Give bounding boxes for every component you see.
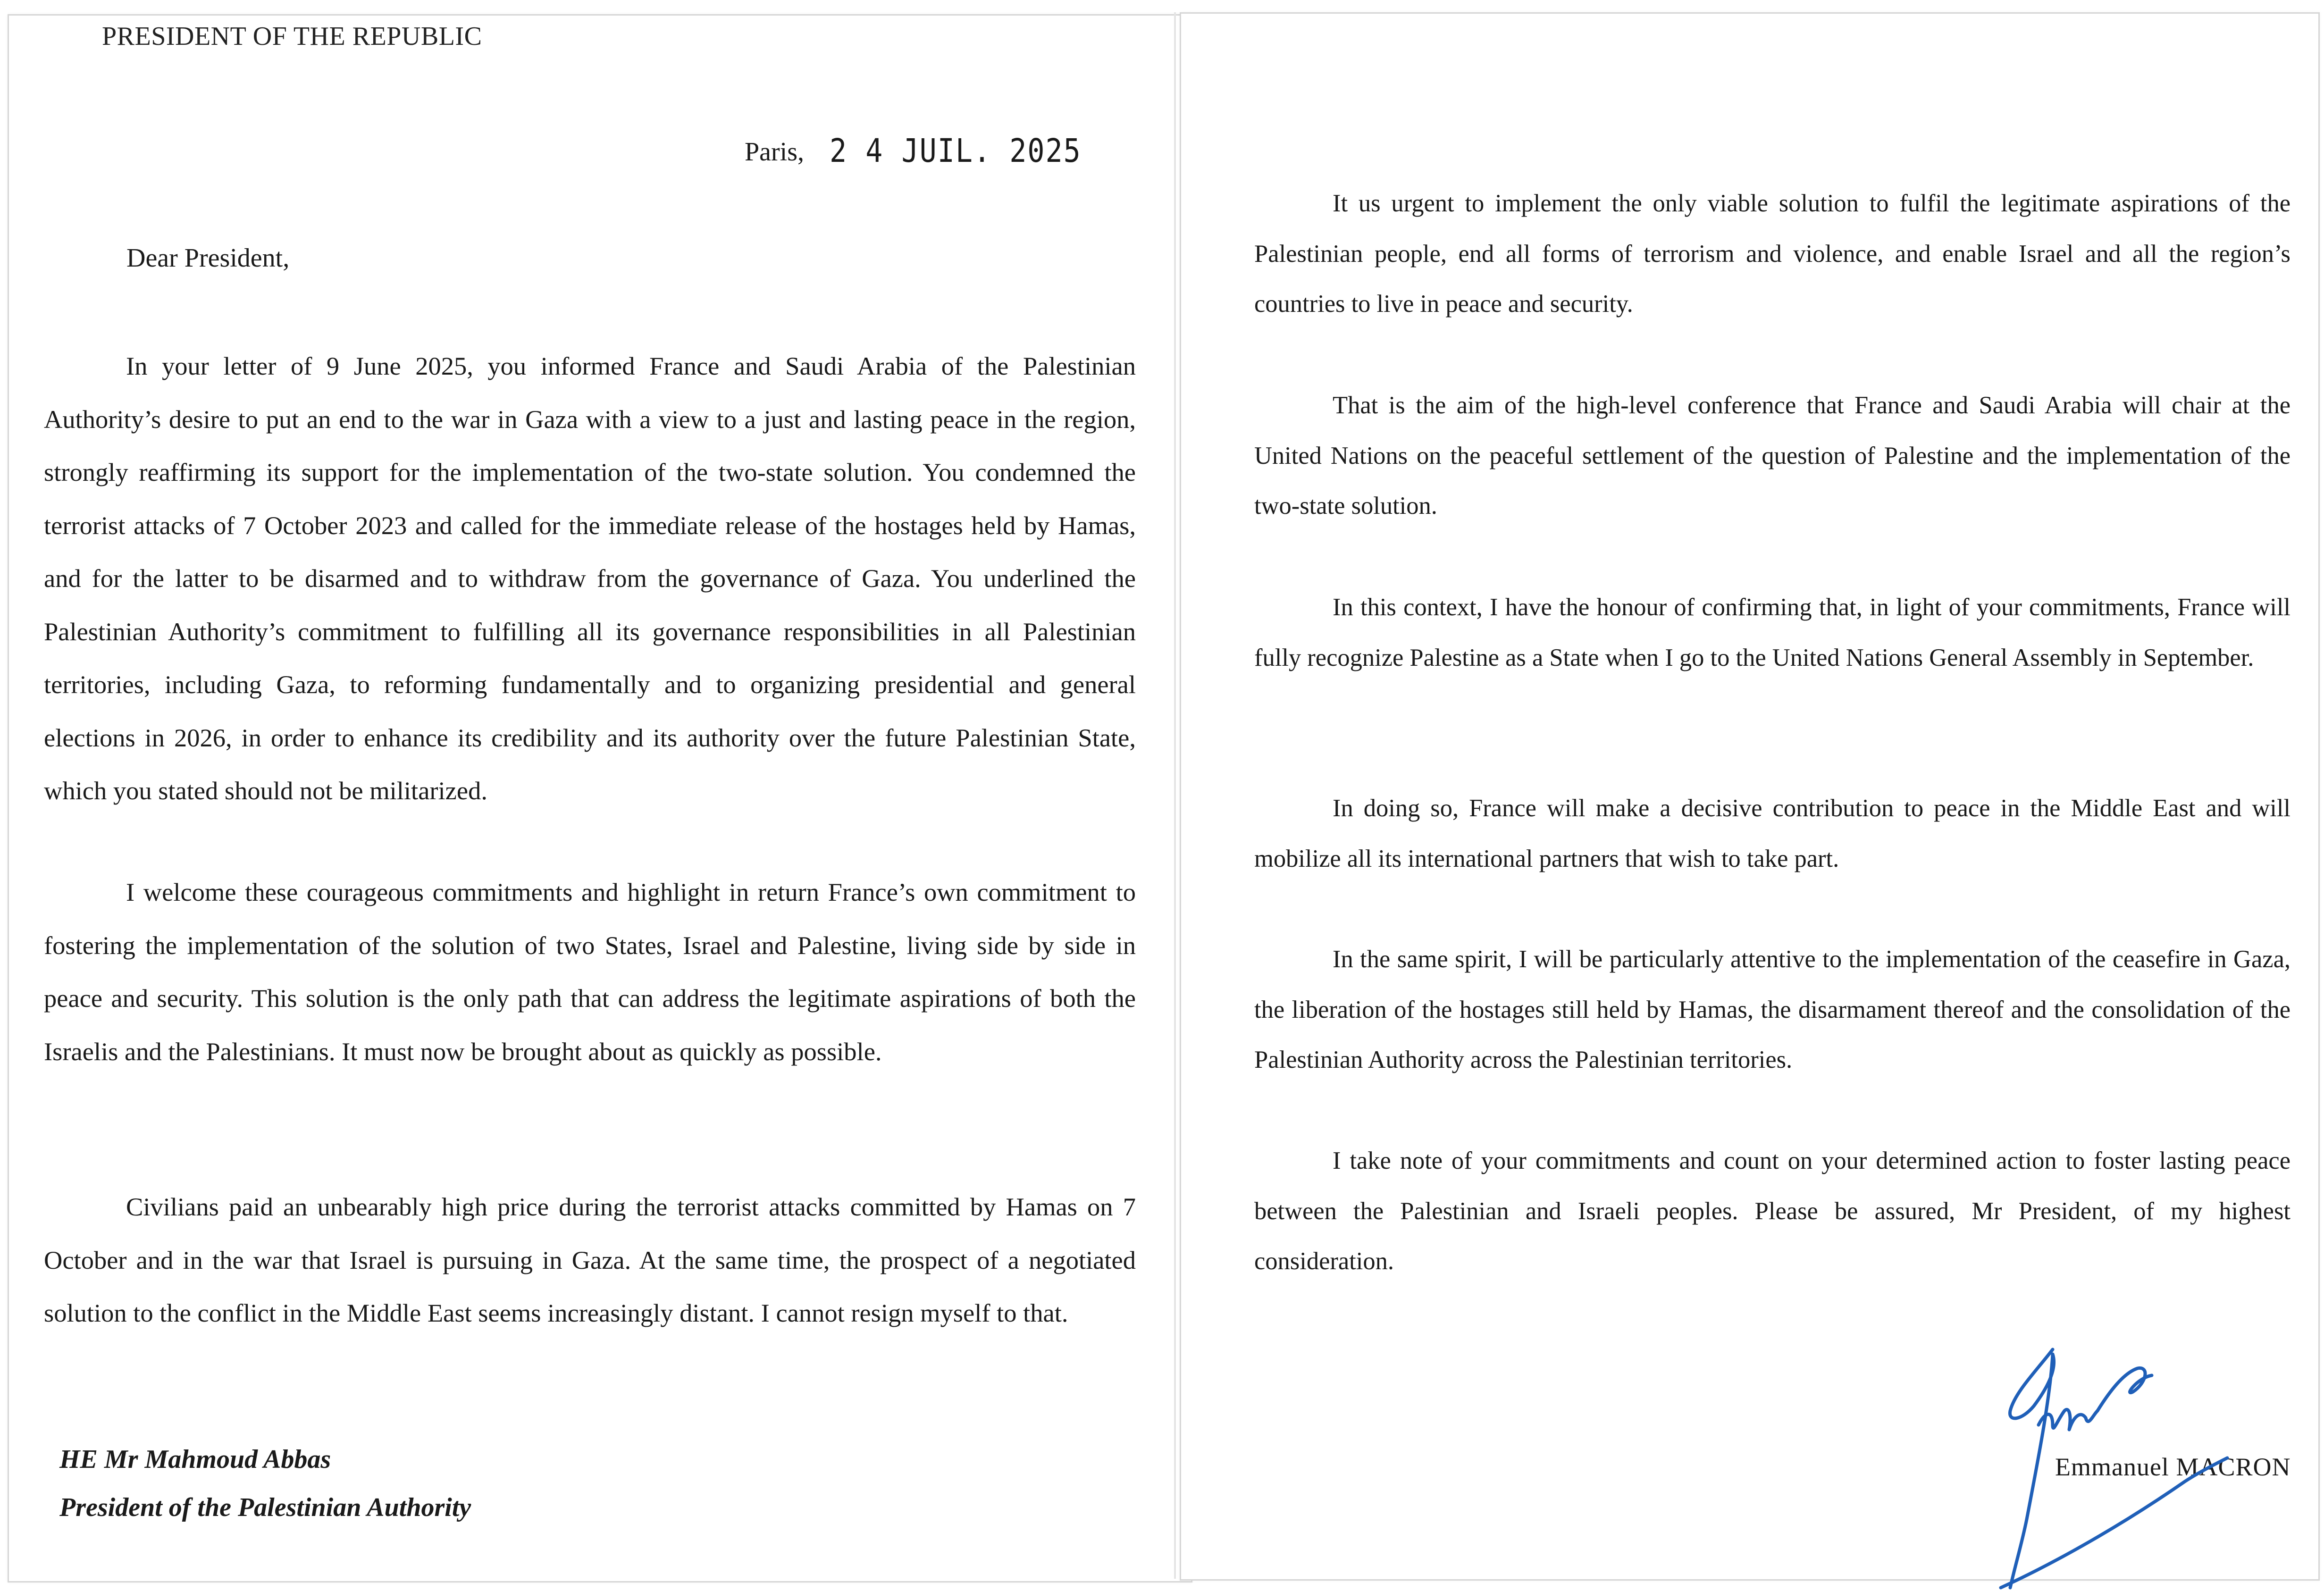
right-paragraph-5: In the same spirit, I will be particularly attentive to the implementation of the ceasefire in Gaza, the liberation of the hostages still held by Hamas, the disarmament thereof and the consolidation of the Palestinian Authority across the Palestinian territories. (1254, 946, 2290, 1073)
addressee-name: HE Mr Mahmoud Abbas (59, 1445, 331, 1474)
right-paragraph-4: In doing so, France will make a decisive contribution to peace in the Middle East and will mobilize all its international partners that wish to take part. (1254, 795, 2290, 872)
date-place: Paris, (745, 137, 804, 167)
right-paragraph-6: I take note of your commitments and count on your determined action to foster lasting peace between the Palestinian and Israeli peoples. Please be assured, Mr President, of my highest consideration. (1254, 1147, 2290, 1275)
letterhead: PRESIDENT OF THE REPUBLIC (102, 22, 482, 51)
signer-name: Emmanuel MACRON (2055, 1453, 2291, 1481)
salutation: Dear President, (126, 243, 290, 273)
dateline (745, 132, 1082, 170)
handwritten-signature (1982, 1340, 2322, 1591)
left-paragraph-1: In your letter of 9 June 2025, you informed France and Saudi Arabia of the Palestinian Authority’s desire to put an end to the war in Gaza with a view to a just and lasting peace in the region, strongly reaffirming its support for the implementation of the two-state solution. You condemned the terrorist attacks of 7 October 2023 and called for the immediate release of the hostages held by Hamas, and for the latter to be disarmed and to withdraw from the governance of Gaza. You underlined the Palestinian Authority’s commitment to fulfilling all its governance responsibilities in all Palestinian territories, including Gaza, to reforming fundamentally and to organizing presidential and general elections in 2026, in order to enhance its credibility and its authority over the future Palestinian State, which you stated should not be militarized. (44, 352, 1136, 805)
right-paragraph-3: In this context, I have the honour of confirming that, in light of your commitments, France will fully recognize Palestine as a State when I go to the United Nations General Assembly in September. (1254, 594, 2290, 671)
right-paragraph-2: That is the aim of the high-level conference that France and Saudi Arabia will chair at the United Nations on the peaceful settlement of the question of Palestine and the implementation of the two-state solution. (1254, 392, 2290, 519)
right-paragraph-1: It us urgent to implement the only viable solution to fulfil the legitimate aspirations of the Palestinian people, end all forms of terrorism and violence, and enable Israel and all the region’s countries to live in peace and security. (1254, 190, 2290, 318)
addressee-block (59, 1435, 471, 1532)
page-divider (1174, 12, 1176, 1579)
addressee-title: President of the Palestinian Authority (59, 1493, 471, 1522)
left-paragraph-3: Civilians paid an unbearably high price during the terrorist attacks committed by Hamas on 7 October and in the war that Israel is pursuing in Gaza. At the same time, the prospect of a negotiated solution to the conflict in the Middle East seems increasingly distant. I cannot resign myself to that. (44, 1192, 1136, 1327)
left-paragraph-2: I welcome these courageous commitments and highlight in return France’s own commitment to fostering the implementation of the solution of two States, Israel and Palestine, living side by side in peace and security. This solution is the only path that can address the legitimate aspirations of both the Israelis and the Palestinians. It must now be brought about as quickly as possible. (44, 878, 1136, 1066)
date-stamp: 2 4 JUIL. 2025 (830, 132, 1082, 170)
